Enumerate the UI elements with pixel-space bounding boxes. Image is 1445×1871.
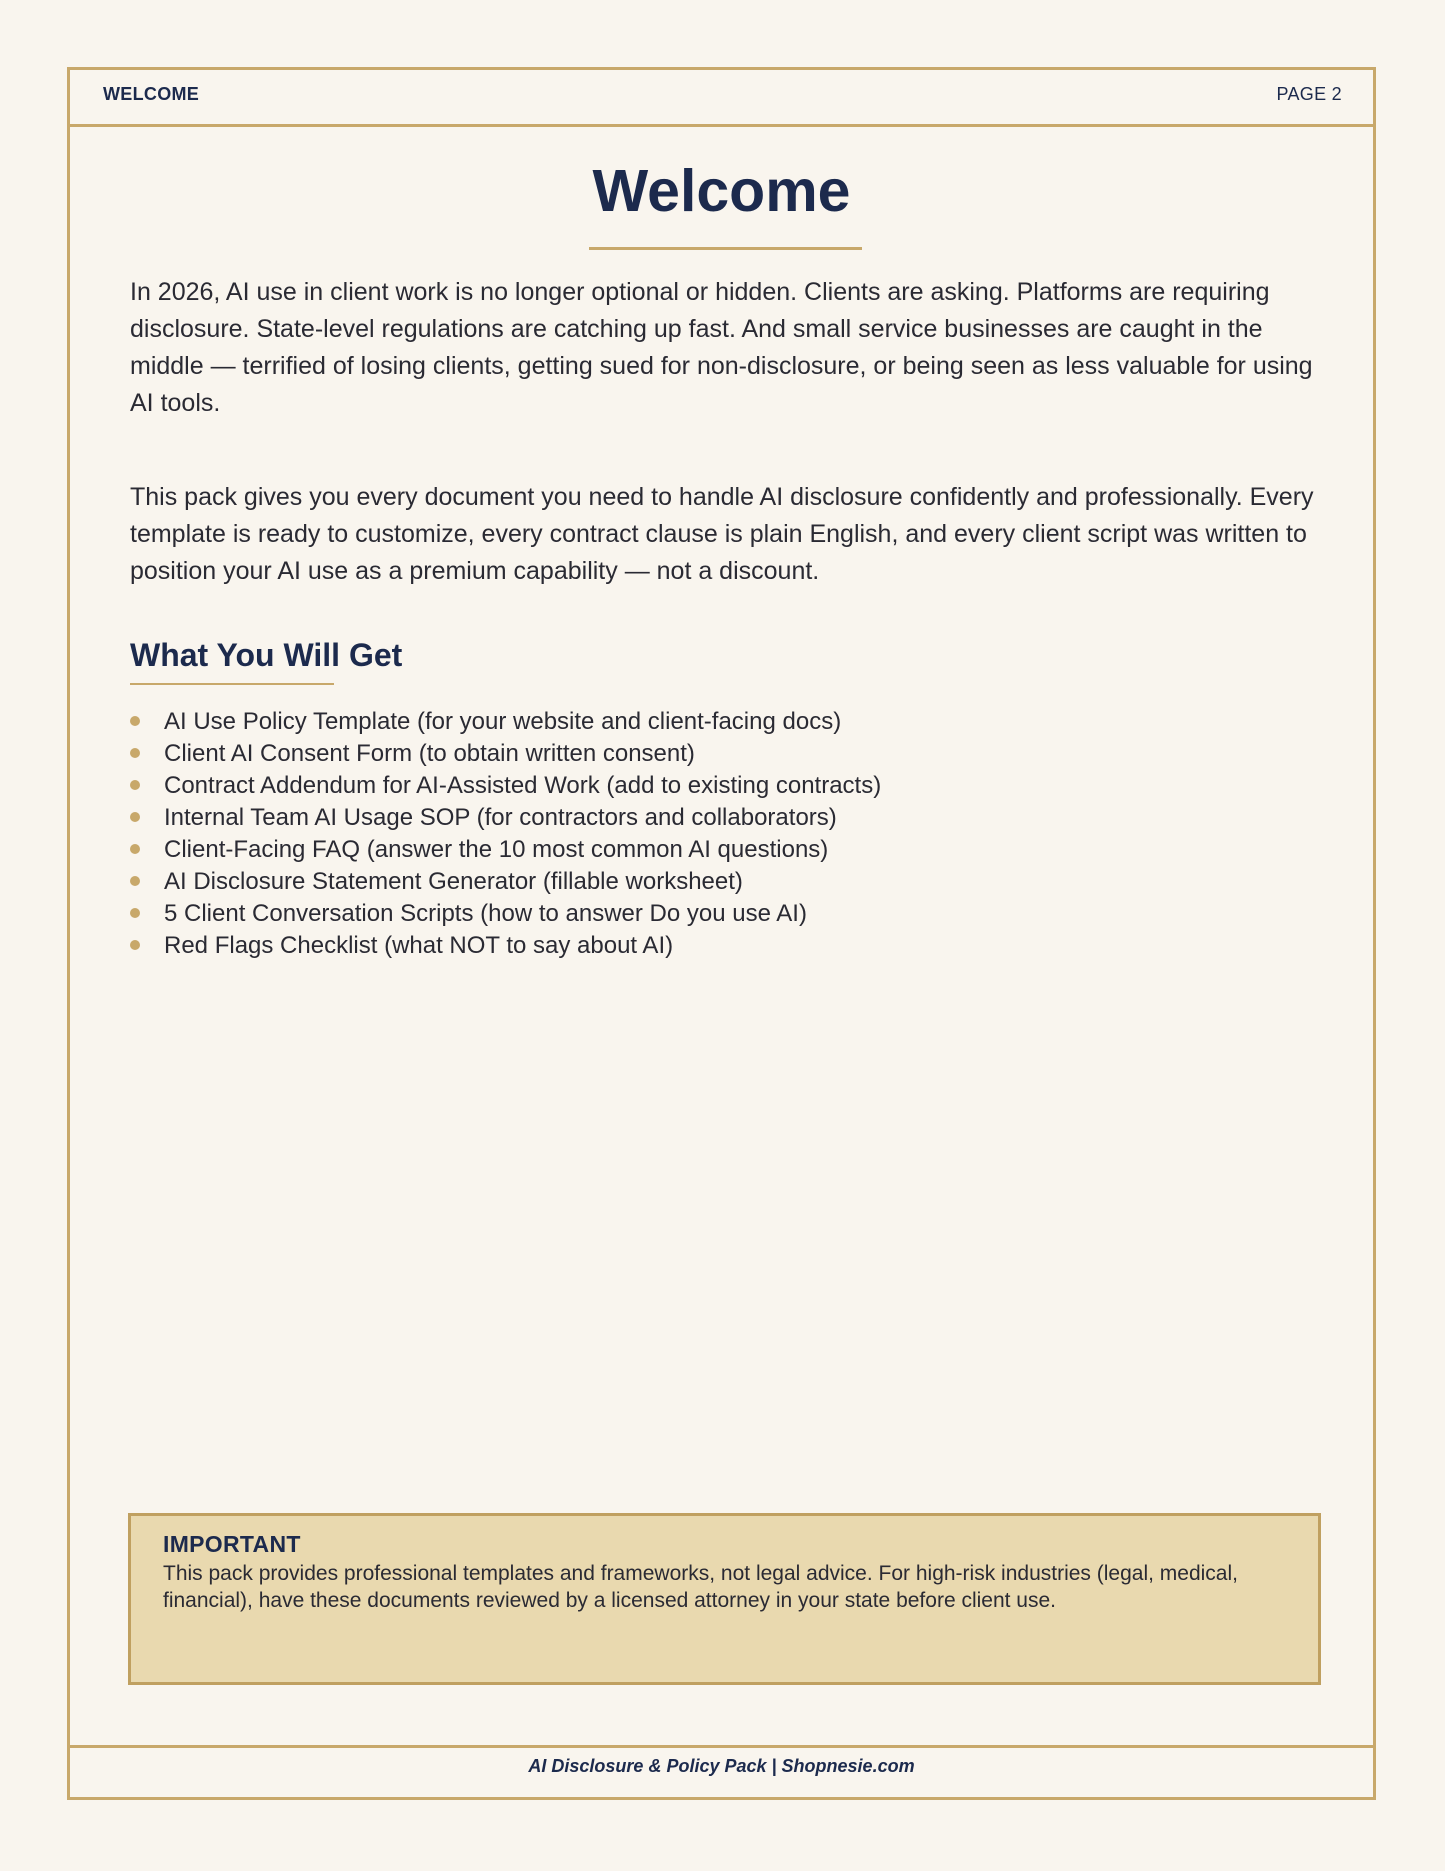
bullet-dot-icon [130, 940, 140, 950]
intro-paragraph-1: In 2026, AI use in client work is no longer optional or hidden. Clients are asking. Platforms are requiring disclosure. State-level regulations are catching up fast. And small service businesses are caught in the middle — terrified of losing clients, getting sued for non-disclosure, or being seen as less valuable for using AI tools. [130, 278, 1313, 417]
important-callout [128, 1513, 1321, 1685]
list-item [130, 770, 881, 802]
important-callout-title: IMPORTANT [163, 1531, 301, 1557]
list-item [130, 930, 881, 962]
bullet-dot-icon [130, 716, 140, 726]
list-item [130, 834, 881, 866]
list-item-text: 5 Client Conversation Scripts (how to answer Do you use AI) [164, 900, 807, 927]
important-callout-text: This pack provides professional templates and frameworks, not legal advice. For high-risk industries (legal, medical, financial), have these documents reviewed by a licensed attorney in your state before client use. [163, 1562, 1238, 1612]
intro-paragraph-2: This pack gives you every document you need to handle AI disclosure confidently and professionally. Every template is ready to customize, every contract clause is plain English, and every client script was written to position your AI use as a premium capability — not a discount. [130, 483, 1314, 585]
page-footer: AI Disclosure & Policy Pack | Shopnesie.com [528, 1756, 915, 1776]
bullet-dot-icon [130, 780, 140, 790]
deliverables-list [130, 706, 881, 962]
list-item-text: AI Disclosure Statement Generator (fillable worksheet) [164, 868, 743, 895]
list-item [130, 802, 881, 834]
page-frame [67, 67, 1376, 1800]
section-heading-underline [130, 683, 334, 685]
list-item-text: Contract Addendum for AI-Assisted Work (add to existing contracts) [164, 772, 882, 799]
bullet-dot-icon [130, 876, 140, 886]
header-page-number: PAGE 2 [1276, 84, 1342, 104]
bullet-dot-icon [130, 844, 140, 854]
page-header [70, 70, 1373, 127]
list-item-text: Internal Team AI Usage SOP (for contractors and collaborators) [164, 804, 837, 831]
list-item [130, 706, 881, 738]
page-title: Welcome [592, 158, 851, 224]
list-item-text: AI Use Policy Template (for your website and client-facing docs) [164, 708, 842, 735]
bullet-dot-icon [130, 908, 140, 918]
title-underline [589, 247, 862, 250]
list-item [130, 866, 881, 898]
list-item [130, 738, 881, 770]
list-item-text: Red Flags Checklist (what NOT to say about AI) [164, 932, 674, 959]
list-item [130, 898, 881, 930]
list-item-text: Client AI Consent Form (to obtain written consent) [164, 740, 695, 767]
bullet-dot-icon [130, 812, 140, 822]
header-section-label: WELCOME [103, 84, 200, 104]
footer-divider [70, 1745, 1373, 1748]
list-item-text: Client-Facing FAQ (answer the 10 most common AI questions) [164, 836, 829, 863]
bullet-dot-icon [130, 748, 140, 758]
section-heading-what-you-get: What You Will Get [130, 637, 403, 673]
